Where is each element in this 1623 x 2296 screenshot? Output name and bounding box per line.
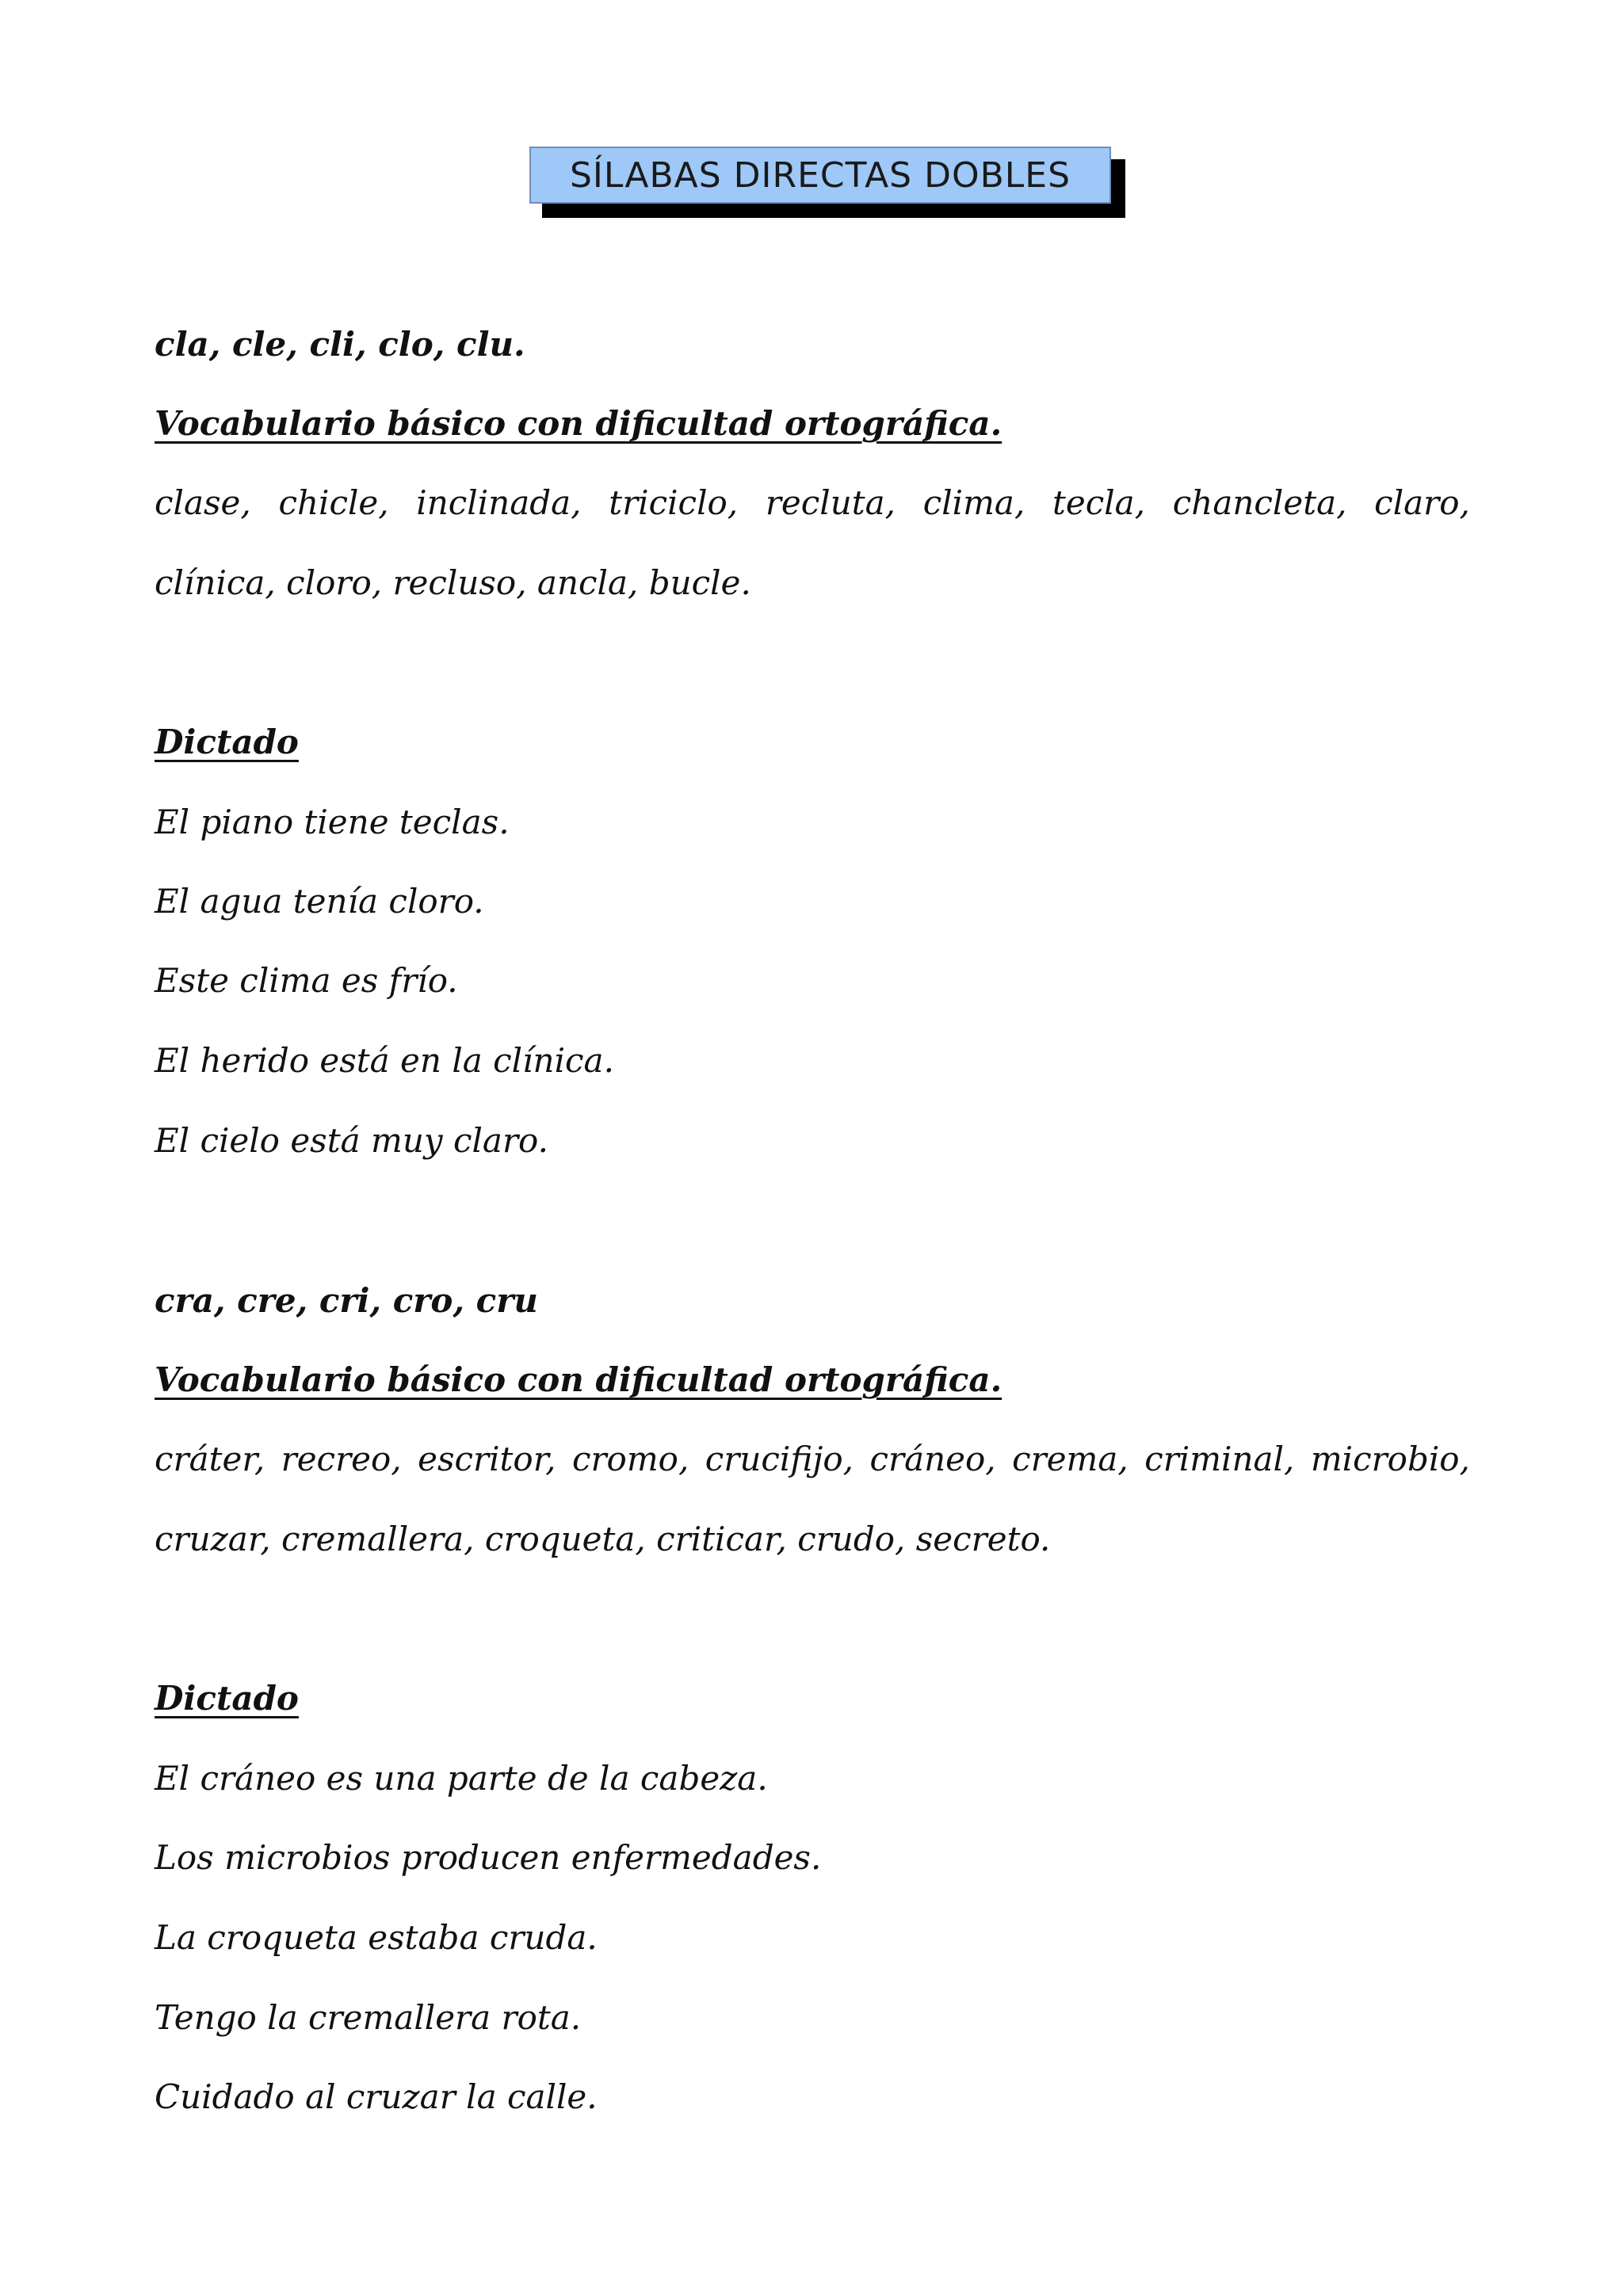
vocab-line1-cr: [155, 1436, 1470, 1483]
vocab-word: cráter,: [155, 1440, 265, 1478]
dictation-heading-cr: Dictado: [155, 1679, 299, 1718]
dictation-sentence: El piano tiene teclas.: [155, 803, 510, 841]
page-title: SÍLABAS DIRECTAS DOBLES: [529, 147, 1111, 204]
dictation-sentence: Este clima es frío.: [155, 961, 458, 1000]
syllables-cr: cra, cre, cri, cro, cru: [155, 1281, 538, 1320]
dictation-sentence: La croqueta estaba cruda.: [155, 1918, 598, 1957]
vocab-word: microbio,: [1310, 1440, 1470, 1478]
vocab-word: criminal,: [1144, 1440, 1295, 1478]
vocab-heading-cr: Vocabulario básico con dificultad ortográfica.: [155, 1360, 1002, 1399]
vocab-word: cráneo,: [869, 1440, 996, 1478]
vocab-word: chicle,: [278, 483, 389, 522]
vocab-word: clima,: [922, 483, 1025, 522]
dictation-sentence: El herido está en la clínica.: [155, 1041, 614, 1080]
vocab-word: clase,: [155, 483, 251, 522]
dictation-sentence: Los microbios producen enfermedades.: [155, 1838, 822, 1877]
vocab-word: triciclo,: [609, 483, 739, 522]
vocab-word: escritor,: [418, 1440, 556, 1478]
title-banner: [529, 147, 1116, 218]
dictation-sentence: Tengo la cremallera rota.: [155, 1998, 582, 2037]
dictation-sentence: El agua tenía cloro.: [155, 882, 484, 921]
vocab-line2-cr: cruzar, cremallera, croqueta, criticar, crudo, secreto.: [155, 1520, 1051, 1558]
vocab-word: chancleta,: [1172, 483, 1347, 522]
vocab-word: inclinada,: [416, 483, 582, 522]
vocab-line2-cl: clínica, cloro, recluso, ancla, bucle.: [155, 563, 751, 602]
vocab-word: crema,: [1012, 1440, 1128, 1478]
vocab-heading-cl: Vocabulario básico con dificultad ortográfica.: [155, 404, 1002, 443]
dictation-sentence: Cuidado al cruzar la calle.: [155, 2077, 598, 2116]
vocab-word: claro,: [1374, 483, 1470, 522]
dictation-sentence: El cráneo es una parte de la cabeza.: [155, 1759, 768, 1798]
syllables-cl: cla, cle, cli, clo, clu.: [155, 325, 525, 364]
vocab-word: tecla,: [1052, 483, 1146, 522]
vocab-word: crucifijo,: [705, 1440, 854, 1478]
vocab-word: recreo,: [281, 1440, 402, 1478]
vocab-word: cromo,: [571, 1440, 689, 1478]
dictation-heading-cl: Dictado: [155, 723, 299, 761]
dictation-sentence: El cielo está muy claro.: [155, 1121, 548, 1160]
vocab-word: recluta,: [765, 483, 896, 522]
vocab-line1-cl: [155, 479, 1470, 527]
